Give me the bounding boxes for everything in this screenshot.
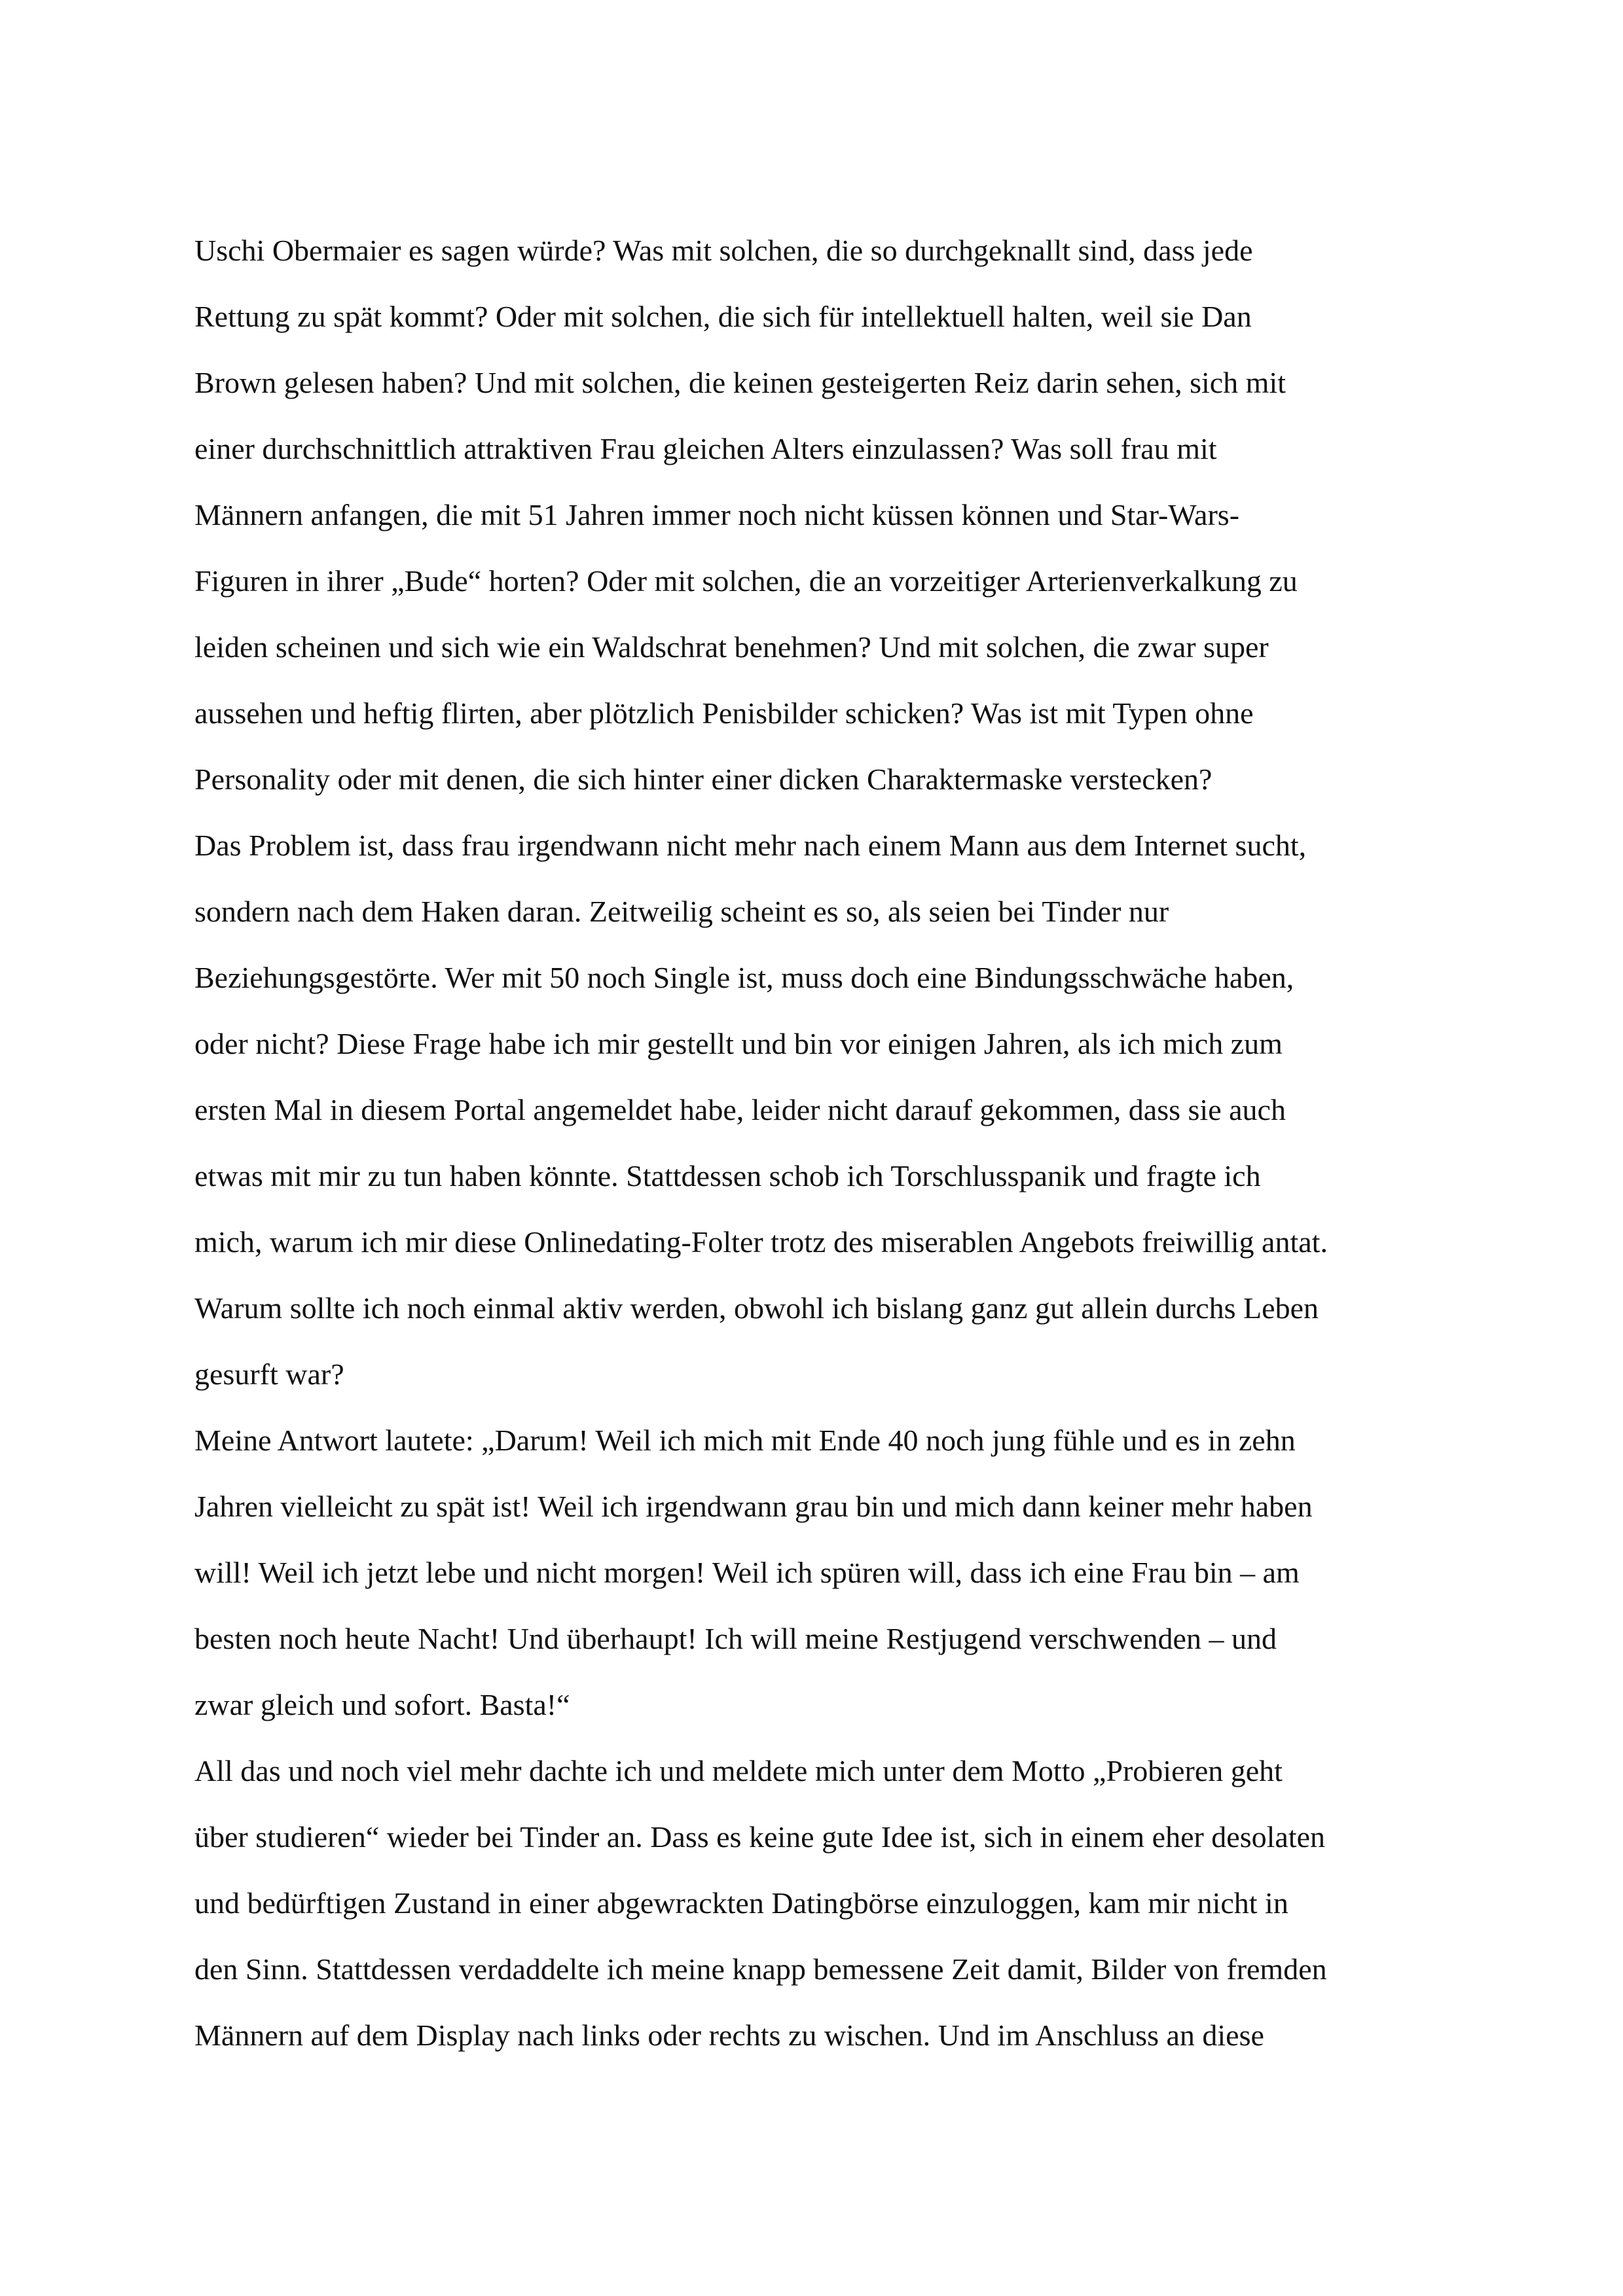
text-line: Männern anfangen, die mit 51 Jahren immer noch nicht küssen können und Star-Wars- — [194, 498, 1240, 531]
text-line: Jahren vielleicht zu spät ist! Weil ich irgendwann grau bin und mich dann keiner mehr haben — [194, 1490, 1313, 1523]
text-line: zwar gleich und sofort. Basta!“ — [194, 1688, 570, 1721]
text-line: Figuren in ihrer „Bude“ horten? Oder mit solchen, die an vorzeitiger Arterienverkalkung zu — [194, 564, 1298, 598]
text-line: den Sinn. Stattdessen verdaddelte ich meine knapp bemessene Zeit damit, Bilder von fremden — [194, 1952, 1327, 1986]
text-line: ersten Mal in diesem Portal angemeldet habe, leider nicht darauf gekommen, dass sie auch — [194, 1093, 1286, 1126]
text-line: Männern auf dem Display nach links oder rechts zu wischen. Und im Anschluss an diese — [194, 2018, 1264, 2052]
text-line: Meine Antwort lautete: „Darum! Weil ich mich mit Ende 40 noch jung fühle und es in zehn — [194, 1424, 1296, 1457]
text-line: leiden scheinen und sich wie ein Waldschrat benehmen? Und mit solchen, die zwar super — [194, 630, 1269, 664]
text-line: will! Weil ich jetzt lebe und nicht morgen! Weil ich spüren will, dass ich eine Frau bin – am — [194, 1556, 1300, 1589]
text-line: Rettung zu spät kommt? Oder mit solchen, die sich für intellektuell halten, weil sie Dan — [194, 300, 1252, 333]
text-line: besten noch heute Nacht! Und überhaupt! Ich will meine Restjugend verschwenden – und — [194, 1622, 1277, 1655]
text-line: mich, warum ich mir diese Onlinedating-Folter trotz des miserablen Angebots freiwillig antat. — [194, 1225, 1328, 1259]
text-line: oder nicht? Diese Frage habe ich mir gestellt und bin vor einigen Jahren, als ich mich zum — [194, 1027, 1283, 1060]
text-line: einer durchschnittlich attraktiven Frau gleichen Alters einzulassen? Was soll frau mit — [194, 432, 1217, 465]
text-line: Brown gelesen haben? Und mit solchen, die keinen gesteigerten Reiz darin sehen, sich mit — [194, 366, 1286, 399]
text-line: etwas mit mir zu tun haben könnte. Stattdessen schob ich Torschlusspanik und fragte ich — [194, 1159, 1261, 1193]
text-line: Uschi Obermaier es sagen würde? Was mit solchen, die so durchgeknallt sind, dass jede — [194, 234, 1253, 267]
text-line: Warum sollte ich noch einmal aktiv werden, obwohl ich bislang ganz gut allein durchs Leben — [194, 1291, 1319, 1325]
text-line: sondern nach dem Haken daran. Zeitweilig scheint es so, als seien bei Tinder nur — [194, 895, 1169, 928]
document-page — [194, 217, 1451, 2068]
text-line: gesurft war? — [194, 1357, 344, 1391]
text-line: Personality oder mit denen, die sich hinter einer dicken Charaktermaske verstecken? — [194, 762, 1213, 796]
text-line: Beziehungsgestörte. Wer mit 50 noch Single ist, muss doch eine Bindungsschwäche haben, — [194, 961, 1294, 994]
text-line: All das und noch viel mehr dachte ich und meldete mich unter dem Motto „Probieren geht — [194, 1754, 1283, 1787]
text-line: aussehen und heftig flirten, aber plötzlich Penisbilder schicken? Was ist mit Typen ohne — [194, 696, 1254, 730]
text-line: und bedürftigen Zustand in einer abgewrackten Datingbörse einzuloggen, kam mir nicht in — [194, 1886, 1288, 1920]
text-line: über studieren“ wieder bei Tinder an. Dass es keine gute Idee ist, sich in einem eher desolaten — [194, 1820, 1326, 1854]
text-line: Das Problem ist, dass frau irgendwann nicht mehr nach einem Mann aus dem Internet sucht, — [194, 829, 1307, 862]
